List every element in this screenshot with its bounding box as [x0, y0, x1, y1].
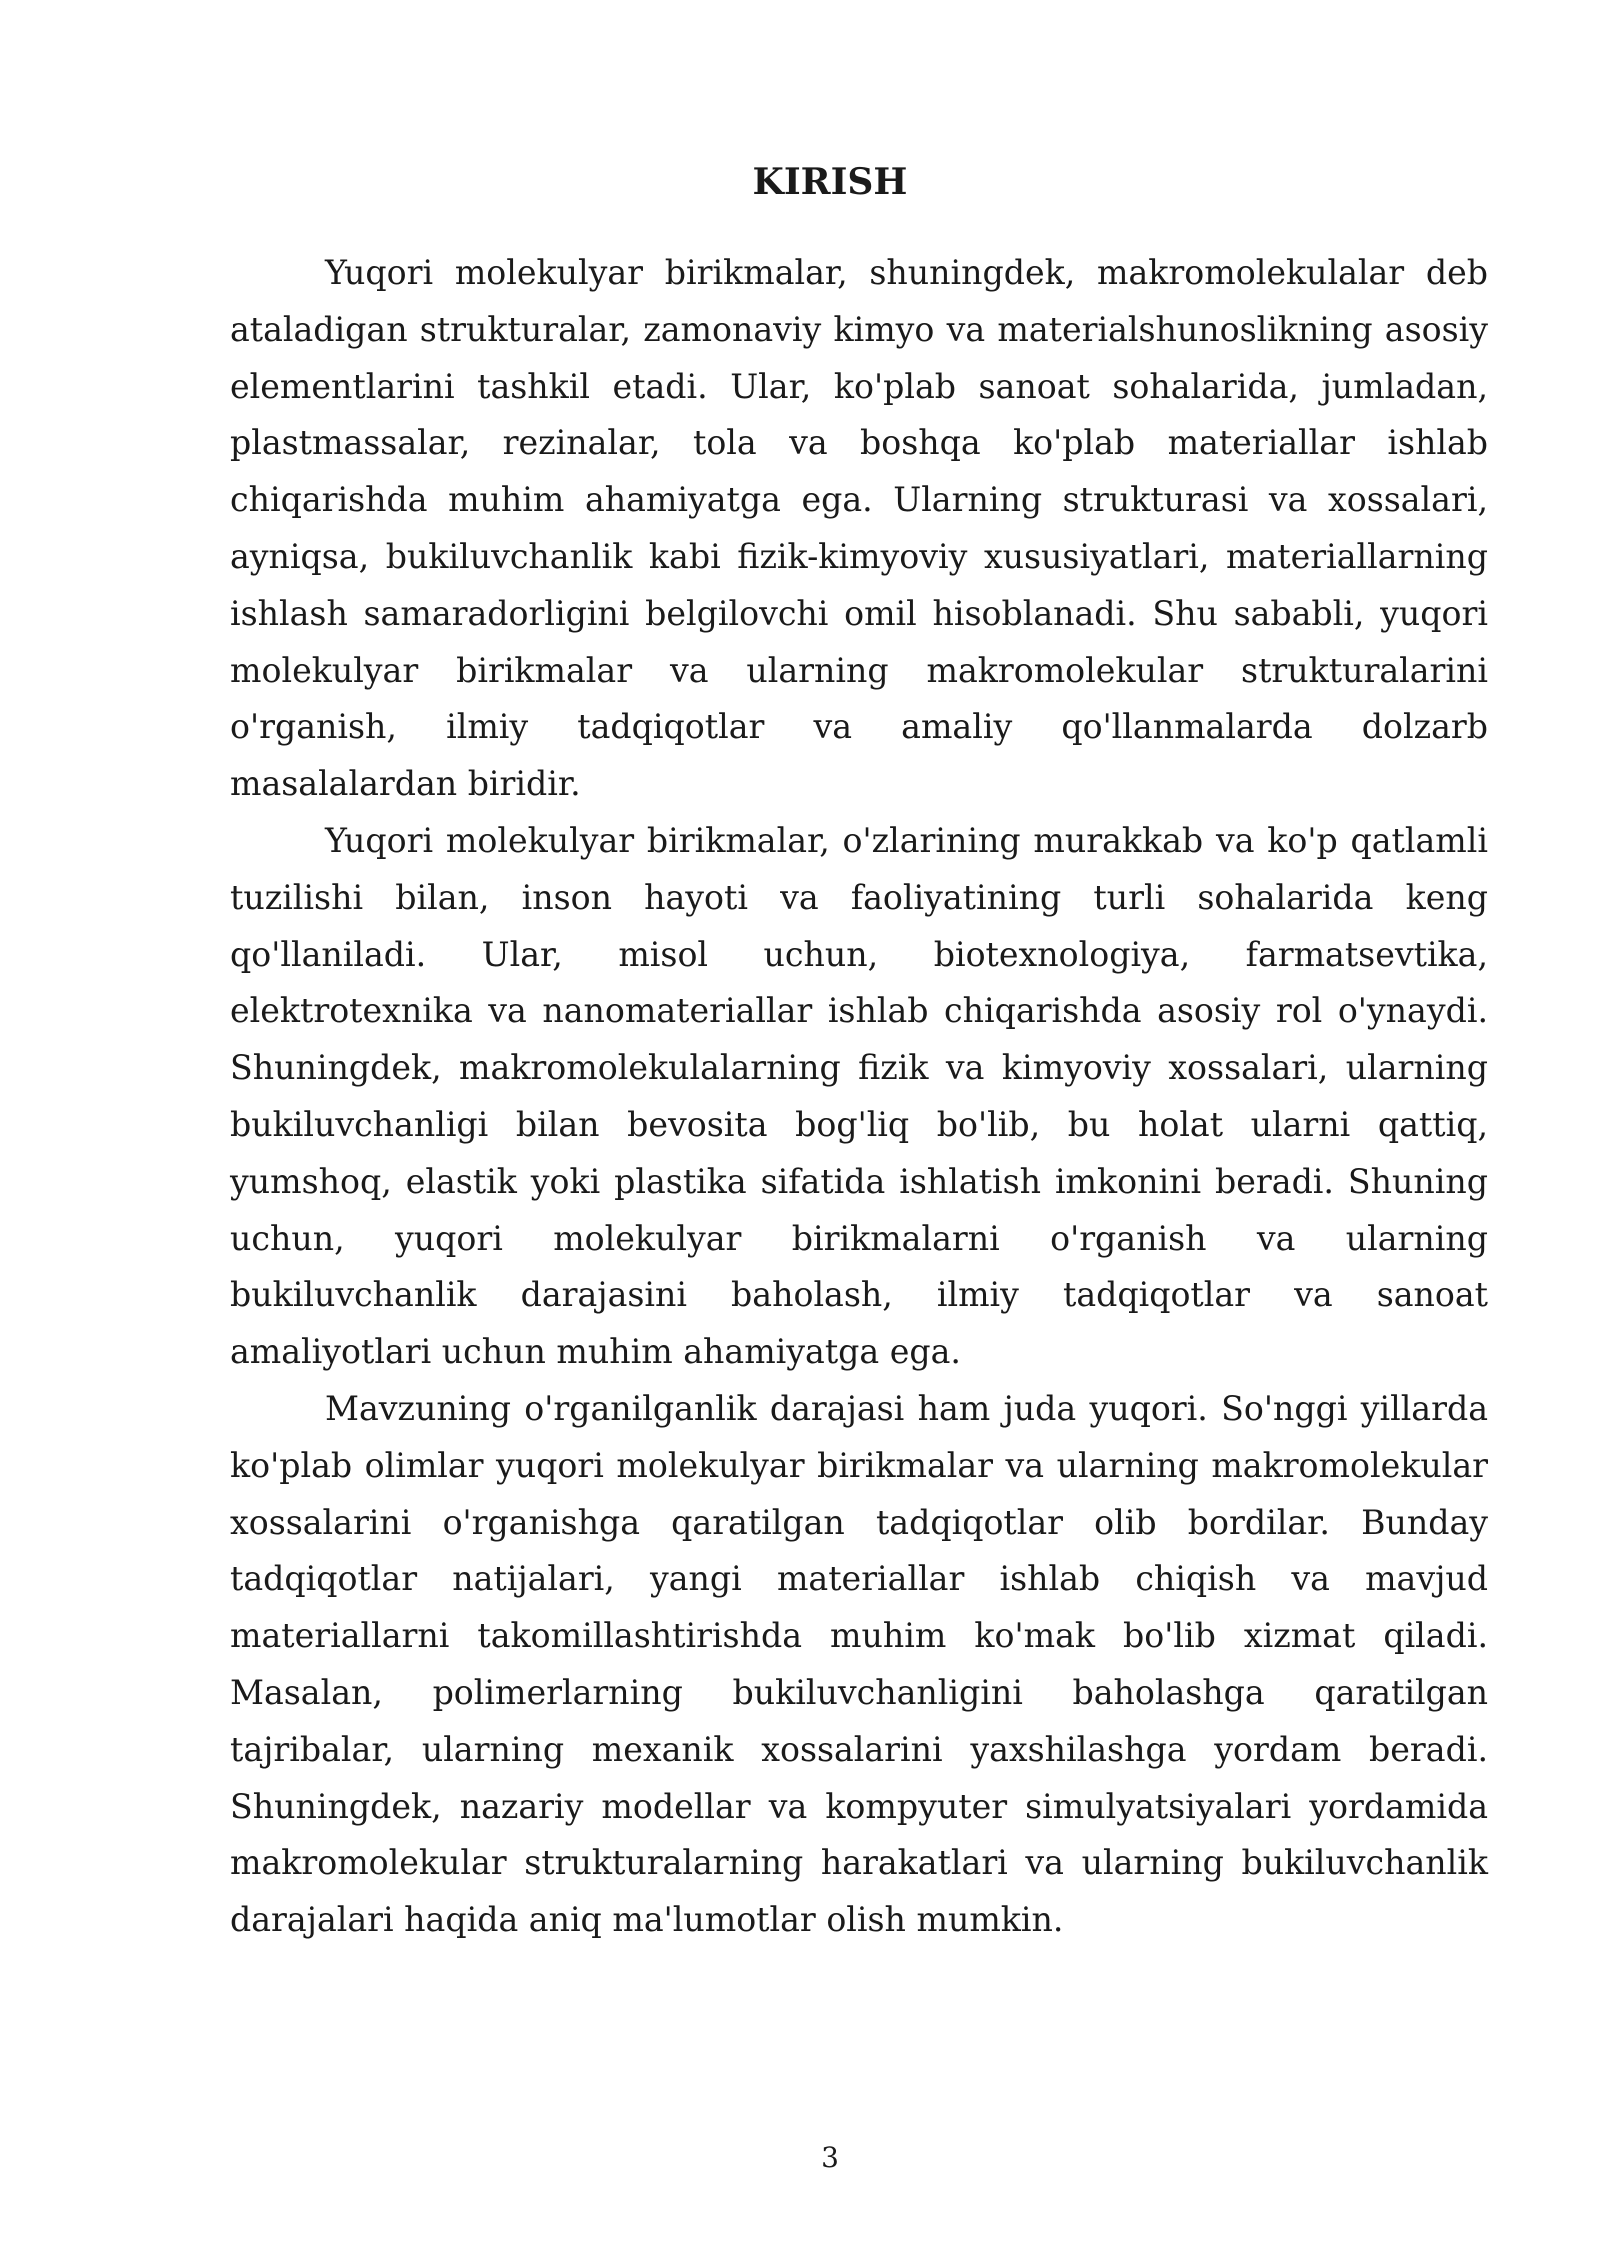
- page-title: KIRISH: [752, 161, 908, 203]
- body-text: [230, 245, 1488, 1949]
- paragraph-1: Yuqori molekulyar birikmalar, shuningdek, makromolekulalar deb ataladigan strukturalar, zamonaviy kimyo va materialshunoslikning asosiy elementlarini tashkil etadi. Ular, ko'plab sanoat sohalarida, jumladan, plastmassalar, rezinalar, tola va boshqa ko'plab materiallar ishlab chiqarishda muhim ahamiyatga ega. Ularning strukturasi va xossalari, ayniqsa, bukiluvchanlik kabi fizik-kimyoviy xususiyatlari, materiallarning ishlash samaradorligini belgilovchi omil hisoblanadi. Shu sababli, yuqori molekulyar birikmalar va ularning makromolekular strukturalarini o'rganish, ilmiy tadqiqotlar va amaliy qo'llanmalarda dolzarb masalalardan biridir.: [230, 253, 1488, 804]
- paragraph-2: Yuqori molekulyar birikmalar, o'zlarining murakkab va ko'p qatlamli tuzilishi bilan, inson hayoti va faoliyatining turli sohalarida keng qo'llaniladi. Ular, misol uchun, biotexnologiya, farmatsevtika, elektrotexnika va nanomateriallar ishlab chiqarishda asosiy rol o'ynaydi. Shuningdek, makromolekulalarning fizik va kimyoviy xossalari, ularning bukiluvchanligi bilan bevosita bog'liq bo'lib, bu holat ularni qattiq, yumshoq, elastik yoki plastika sifatida ishlatish imkonini beradi. Shuning uchun, yuqori molekulyar birikmalarni o'rganish va ularning bukiluvchanlik darajasini baholash, ilmiy tadqiqotlar va sanoat amaliyotlari uchun muhim ahamiyatga ega.: [230, 820, 1488, 1372]
- page-number: 3: [821, 2141, 839, 2174]
- paragraph-3: Mavzuning o'rganilganlik darajasi ham juda yuqori. So'nggi yillarda ko'plab olimlar yuqori molekulyar birikmalar va ularning makromolekular xossalarini o'rganishga qaratilgan tadqiqotlar olib bordilar. Bunday tadqiqotlar natijalari, yangi materiallar ishlab chiqish va mavjud materiallarni takomillashtirishda muhim ko'mak bo'lib xizmat qiladi. Masalan, polimerlarning bukiluvchanligini baholashga qaratilgan tajribalar, ularning mexanik xossalarini yaxshilashga yordam beradi. Shuningdek, nazariy modellar va kompyuter simulyatsiyalari yordamida makromolekular strukturalarning harakatlari va ularning bukiluvchanlik darajalari haqida aniq ma'lumotlar olish mumkin.: [230, 1388, 1488, 1940]
